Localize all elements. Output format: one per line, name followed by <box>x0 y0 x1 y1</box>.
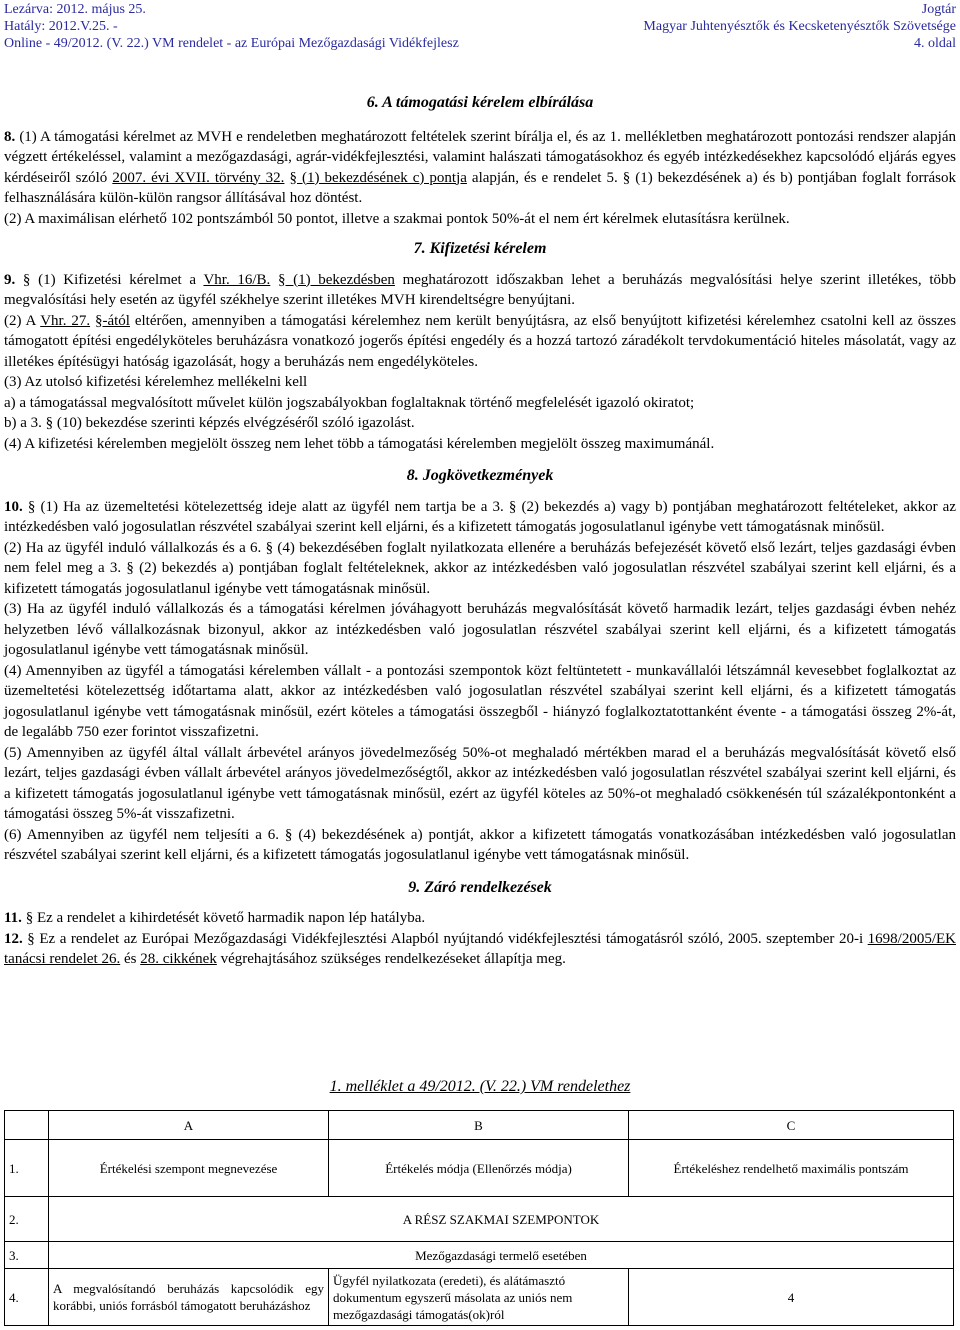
table-row: 4. A megvalósítandó beruházás kapcsolódik egy korábbi, uniós forrásból támogatott beruházáshoz Ügyfél nyilatkozata (eredeti), és alátámasztó dokumentum egyszerű másolata az uniós nem mezőgazdasági támogatás(ok)ról 4 <box>5 1269 954 1326</box>
table-row: 1. Értékelési szempont megnevezése Értékelés módja (Ellenőrzés módja) Értékeléshez rendelhető maximális pontszám <box>5 1140 954 1197</box>
paragraph-10-1: 10. § (1) Ha az üzemeltetési kötelezettség ideje alatt az ügyfél nem tartja be a 3. § (2) bekezdés a) vagy b) pontjában meghatározott feltételeket, akkor az intézkedésben való jogosulatlan részvétel szabályai szerint kell eljárni, és a kifizetett támogatás jogosulatlanul igénybe vett támogatásnak minősül. <box>4 498 956 535</box>
paragraph-10-5: (5) Amennyiben az ügyfél által vállalt árbevétel arányos jövedelmezőség 50%-ot meghaladó mértékben marad el a beruházás megvalósítását követő első lezárt, teljes gazdasági évben vállalt árbevétel arányos jövedelmezőségtől, akkor az intézkedésben való jogosulatlan részvétel szabályai szerint kell eljárni, és a kifizetett támogatás jogosulatlanul igénybe vett támogatásnak minősül, ezért az ügyfél köteles az 50%-ot meghaladó csökkenésén túl százalékpontonként a támogatási összeg 5%-át visszafizetni. <box>4 744 956 822</box>
section-7-heading: 7. Kifizetési kérelem <box>413 240 547 257</box>
law-link[interactable]: 2007. évi XVII. törvény 32. <box>112 169 285 186</box>
section-8-heading: 8. Jogkövetkezmények <box>406 467 554 484</box>
validity: Hatály: 2012.V.25. - <box>4 19 118 34</box>
paragraph-9-2: (2) A Vhr. 27. §-ától eltérően, amennyiben a támogatási kérelemhez nem került benyújtásra, az első benyújtott kifizetési kérelemhez csatolni kell az összes támogatott építési engedélyköteles beruházásra vonatkozó jogerős építési engedély és a hozzá tartozó záradékolt tervdokumentáció hiteles másolatát, vagy az illetékes építésügyi hatóság igazolását, hogy a beruházás nem engedélyköteles. <box>4 312 957 370</box>
vhr-link[interactable]: Vhr. 16/B. <box>203 271 271 288</box>
paragraph-9-4: (4) A kifizetési kérelemben megjelölt összeg nem lehet több a támogatási kérelemben megjelölt összeg maximumánál. <box>4 435 715 452</box>
paragraph-12: 12. § Ez a rendelet az Európai Mezőgazdasági Vidékfejlesztési Alapból nyújtandó vidékfejlesztési támogatásról szóló, 2005. szeptember 20-i 1698/2005/EK tanácsi rendelet 26. és 28. cikkének végrehajtásához szükséges rendelkezéseket állapítja meg. <box>4 930 957 967</box>
eu-article-link[interactable]: 28. cikkének <box>140 951 217 967</box>
paragraph-8-2: (2) A maximálisan elérhető 102 pontszámból 50 pontot, illetve a szakmai pontok 50%-át el nem ért kérelmek elutasításra kerülnek. <box>4 210 790 227</box>
publisher: Jogtár <box>921 2 956 17</box>
annex-title: 1. melléklet a 49/2012. (V. 22.) VM rendelethez <box>329 1078 631 1095</box>
paragraph-9-3: (3) Az utolsó kifizetési kérelemhez mellékelni kell <box>4 374 308 390</box>
page-number: 4. oldal <box>914 36 956 51</box>
section-9-heading: 9. Záró rendelkezések <box>408 878 552 896</box>
page-header <box>0 0 960 58</box>
vhr-27-paragraph-link[interactable]: §-ától <box>94 312 130 329</box>
section-6-heading: 6. A támogatási kérelem elbírálása <box>366 94 594 111</box>
vhr-paragraph-link[interactable]: § (1) bekezdésben <box>277 271 395 288</box>
scoring-table <box>4 1110 954 1326</box>
paragraph-11: 11. § Ez a rendelet a kihirdetését követő harmadik napon lép hatályba. <box>4 910 426 926</box>
paragraph-10-3: (3) Ha az ügyfél induló vállalkozás és a támogatási kérelmen jóváhagyott beruházás megvalósítását követő harmadik lezárt, teljes gazdasági évben nehéz helyzetben lévő vállalkozásnak bizonyul, akkor az intézkedésben való jogosulatlan részvétel szabályai szerint kell eljárni, és a kifizetett támogatás jogosulatlanul igénybe vett támogatásnak minősül. <box>4 601 956 658</box>
paragraph-8-1: 8. (1) A támogatási kérelmet az MVH e rendeletben meghatározott feltételek szerint bírálja el, és az 1. mellékletben meghatározott pontozási rendszer alapján végzett értékeléssel, valamint a mezőgazdasági, agrár-vidékfejlesztési, valamint halászati támogatásokhoz és egyéb intézkedésekhez kapcsolódó eljárás egyes kérdéseiről szóló 2007. évi XVII. törvény 32. § (1) bekezdésének c) pontja alapján, és e rendelet 5. § (1) bekezdésének a) és b) pontjában foglalt források felhasználására külön-külön rangsor állításával hoz döntést. <box>4 128 957 206</box>
organization: Magyar Juhtenyésztők és Kecsketenyésztők Szövetsége <box>643 19 956 34</box>
vhr-27-link[interactable]: Vhr. 27. <box>40 312 91 329</box>
closing-date: Lezárva: 2012. május 25. <box>4 2 146 17</box>
document-reference: Online - 49/2012. (V. 22.) VM rendelet - az Európai Mezőgazdasági Vidékfejlesz <box>4 36 459 51</box>
column-c-header: C <box>629 1111 954 1140</box>
eu-regulation-link[interactable]: 1698/2005/EK tanácsi rendelet 26. <box>4 930 957 967</box>
paragraph-9-3-a: a) a támogatással megvalósított művelet külön jogszabályokban foglaltaknak történő megfelelését igazoló okiratot; <box>4 394 695 411</box>
paragraph-10-4: (4) Amennyiben az ügyfél a támogatási kérelemben vállalt - a pontozási szempontok közt feltüntetett - munkavállalói létszámnál kevesebbet foglalkoztat az üzemeltetési kötelezettség időtartama alatt, akkor az intézkedésben való jogosulatlan részvétel szabályai szerint kell eljárni, és a kifizetett támogatás jogosulatlanul igénybe vett támogatásnak minősül, ezért köteles a támogatási összegből - hiányzó foglalkoztatottanként évente - a támogatási összeg 2%-át, de legalább 750 ezer forintot visszafizetni. <box>4 662 956 740</box>
table-row: 2. A RÉSZ SZAKMAI SZEMPONTOK <box>5 1197 954 1242</box>
paragraph-10-2: (2) Ha az ügyfél induló vállalkozás és a 6. § (4) bekezdésében foglalt nyilatkozata ellenére a beruházás befejezését követő első lezárt, teljes gazdasági évben nem felel meg a 3. § (2) bekezdés a) pontjában foglalt feltételeknek, akkor az intézkedésben való jogosulatlan részvétel szabályai szerint kell eljárni, és a kifizetett támogatás jogosulatlanul igénybe vett támogatásnak minősül. <box>4 539 956 597</box>
paragraph-10-6: (6) Amennyiben az ügyfél nem teljesíti a 6. § (4) bekezdésének a) pontját, akkor a kifizetett támogatás vonatkozásában intézkedésben való jogosulatlan részvétel szabályai szerint kell eljárni, és a kifizetett támogatás jogosulatlanul igénybe vett támogatásnak minősül. <box>4 826 956 863</box>
document-body <box>4 93 956 970</box>
table-header-row <box>5 1111 954 1140</box>
paragraph-9-3-b: b) a 3. § (10) bekezdése szerinti képzés elvégzéséről szóló igazolást. <box>4 415 415 431</box>
table-row: 3. Mezőgazdasági termelő esetében <box>5 1242 954 1269</box>
column-a-header: A <box>49 1111 329 1140</box>
column-b-header: B <box>329 1111 629 1140</box>
law-paragraph-link[interactable]: § (1) bekezdésének c) pontja <box>289 169 467 186</box>
paragraph-9-1: 9. § (1) Kifizetési kérelmet a Vhr. 16/B. § (1) bekezdésben meghatározott időszakban lehet a beruházás megvalósítási helye szerint illetékes, több megvalósítási hely esetén az ügyfél székhelye szerint illetékes MVH kirendeltségre benyújtani. <box>4 271 956 308</box>
